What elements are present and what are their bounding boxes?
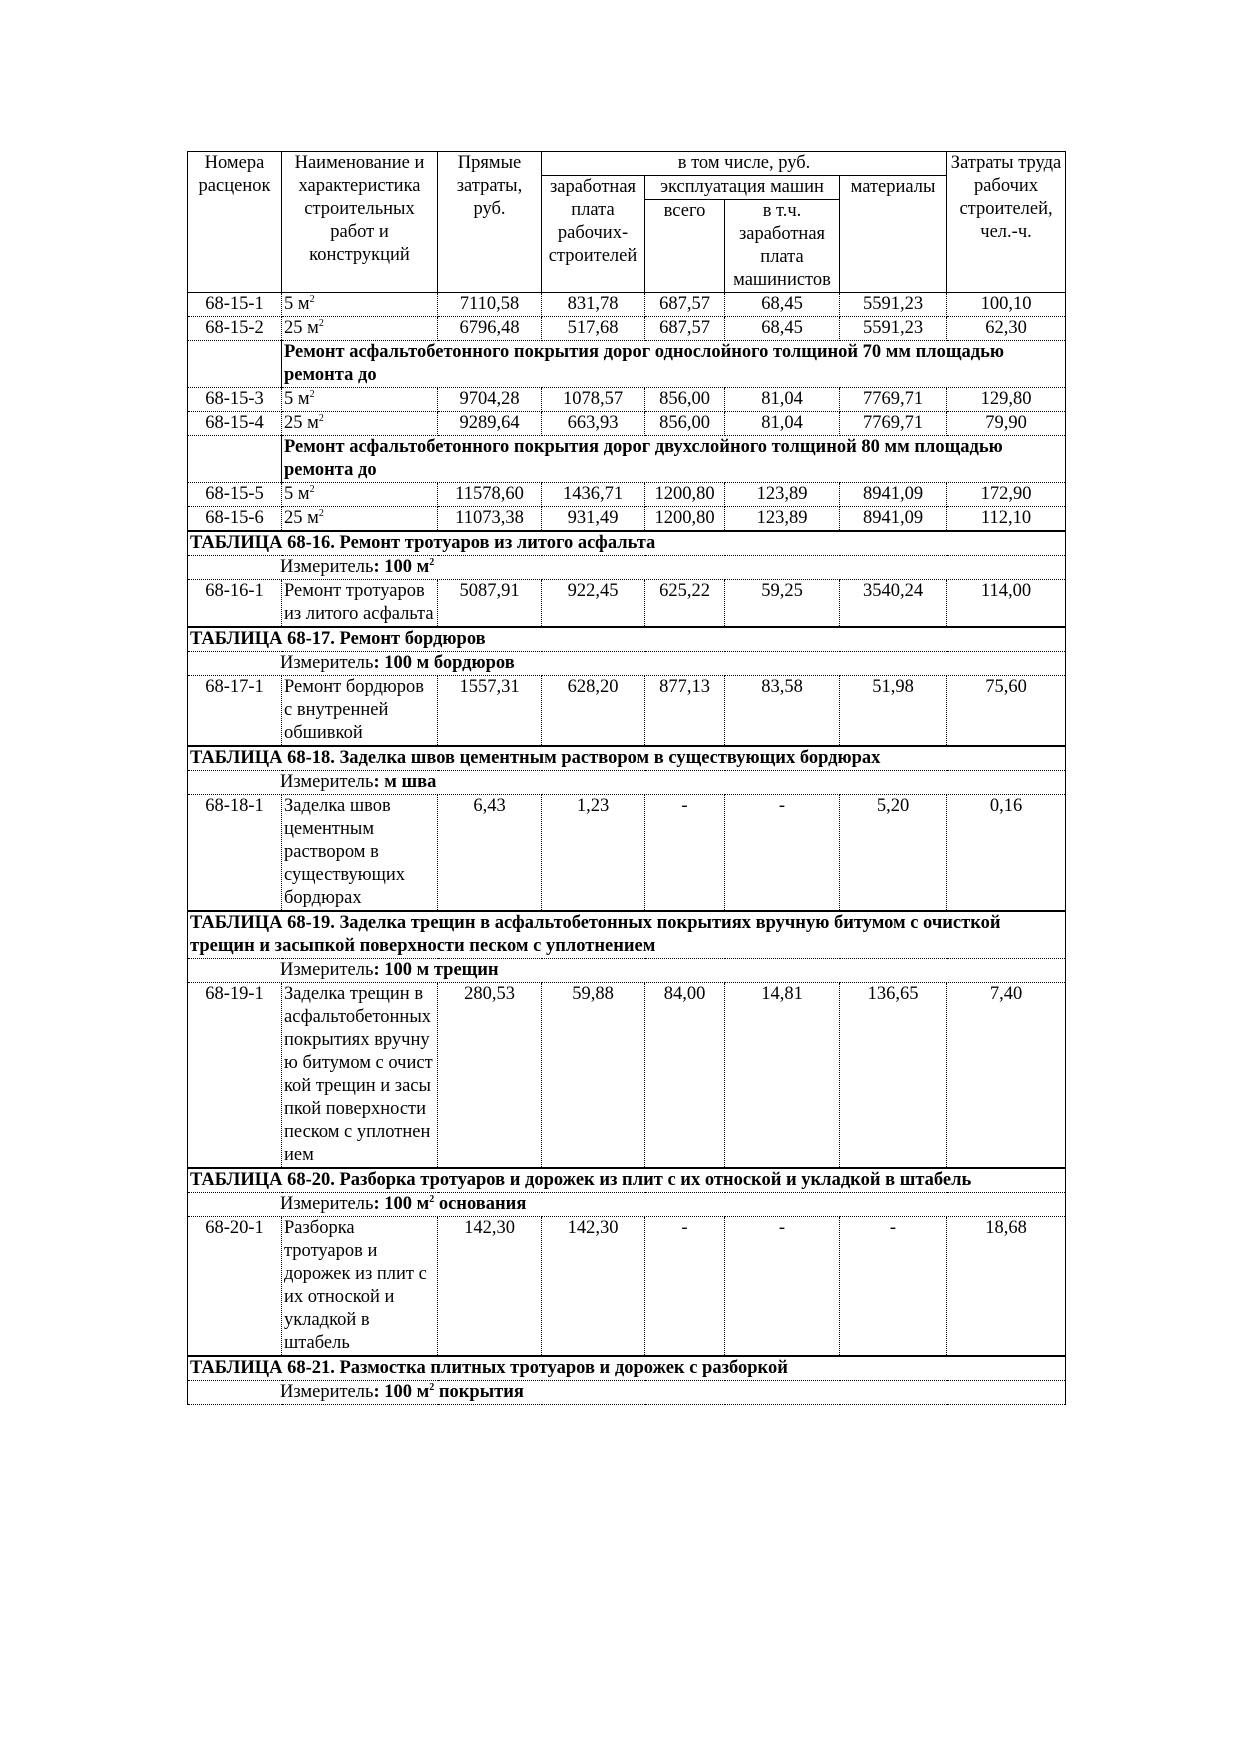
table-row	[188, 293, 1066, 317]
machines-total: 877,13	[645, 676, 725, 747]
table-title: ТАБЛИЦА 68-20. Разборка тротуаров и дорожек из плит с их отноской и укладкой в штабель	[188, 1168, 1066, 1193]
header-code: Номера расценок	[188, 152, 282, 293]
labor: 75,60	[947, 676, 1066, 747]
wage: 931,49	[542, 507, 645, 532]
machines-total: 84,00	[645, 983, 725, 1169]
materials: 5591,23	[840, 317, 947, 341]
measure-row	[188, 556, 1066, 580]
wage: 1078,57	[542, 388, 645, 412]
header-materials: материалы	[840, 176, 947, 293]
wage: 1436,71	[542, 483, 645, 507]
machines-total: 687,57	[645, 293, 725, 317]
work-name: 25 $м^2$	[282, 317, 438, 341]
measure-row	[188, 959, 1066, 983]
materials: 136,65	[840, 983, 947, 1169]
direct-costs: 142,30	[438, 1217, 542, 1357]
header-machines: эксплуатация машин	[645, 176, 840, 200]
machines-wage: 14,81	[725, 983, 840, 1169]
table-row	[188, 983, 1066, 1169]
table-row	[188, 795, 1066, 912]
measure: Измеритель: 100 $м^2$ покрытия	[188, 1381, 1066, 1405]
work-name: Разборка тротуаров и дорожек из плит с их отноской и укладкой в штабель	[282, 1217, 438, 1357]
machines-wage: 123,89	[725, 483, 840, 507]
table-row	[188, 412, 1066, 436]
direct-costs: 280,53	[438, 983, 542, 1169]
wage: 59,88	[542, 983, 645, 1169]
table-row	[188, 317, 1066, 341]
machines-wage: 123,89	[725, 507, 840, 532]
labor: 112,10	[947, 507, 1066, 532]
machines-total: 1200,80	[645, 483, 725, 507]
machines-total: 1200,80	[645, 507, 725, 532]
rate-code: 68-15-4	[188, 412, 282, 436]
machines-wage: 83,58	[725, 676, 840, 747]
machines-total: 625,22	[645, 580, 725, 628]
table-title-row	[188, 531, 1066, 556]
rate-code: 68-15-1	[188, 293, 282, 317]
measure: Измеритель: м шва	[188, 771, 1066, 795]
materials: 7769,71	[840, 388, 947, 412]
measure-row	[188, 771, 1066, 795]
direct-costs: 9704,28	[438, 388, 542, 412]
work-name: Заделка швов цементным раствором в существующих бордюрах	[282, 795, 438, 912]
wage: 663,93	[542, 412, 645, 436]
wage: 922,45	[542, 580, 645, 628]
measure-row	[188, 1193, 1066, 1217]
machines-wage: 68,45	[725, 317, 840, 341]
work-name: 5 $м^2$	[282, 293, 438, 317]
rate-code: 68-15-2	[188, 317, 282, 341]
work-name: 5 $м^2$	[282, 483, 438, 507]
rate-code: 68-15-3	[188, 388, 282, 412]
measure: Измеритель: 100 м трещин	[188, 959, 1066, 983]
labor: 62,30	[947, 317, 1066, 341]
rate-code: 68-19-1	[188, 983, 282, 1169]
table-row	[188, 580, 1066, 628]
price-table	[187, 151, 1065, 1405]
section-heading: Ремонт асфальтобетонного покрытия дорог однослойного толщиной 70 мм площадью ремонта до	[282, 341, 1066, 388]
header-name: Наименование и характеристика строительных работ и конструкций	[282, 152, 438, 293]
direct-costs: 6796,48	[438, 317, 542, 341]
labor: 0,16	[947, 795, 1066, 912]
header-machines-total: всего	[645, 200, 725, 293]
rate-code: 68-16-1	[188, 580, 282, 628]
measure: Измеритель: 100 м бордюров	[188, 652, 1066, 676]
table-row	[188, 483, 1066, 507]
rate-code: 68-18-1	[188, 795, 282, 912]
table-title-row	[188, 746, 1066, 771]
machines-wage: 81,04	[725, 388, 840, 412]
section-heading-row	[188, 436, 1066, 483]
work-name: Ремонт бордюров с внутренней обшивкой	[282, 676, 438, 747]
labor: 172,90	[947, 483, 1066, 507]
work-name: 25 $м^2$	[282, 412, 438, 436]
table-title-row	[188, 1168, 1066, 1193]
machines-total: 856,00	[645, 412, 725, 436]
direct-costs: 5087,91	[438, 580, 542, 628]
work-name: 25 $м^2$	[282, 507, 438, 532]
labor: 79,90	[947, 412, 1066, 436]
measure-row	[188, 652, 1066, 676]
labor: 114,00	[947, 580, 1066, 628]
table-title-row	[188, 627, 1066, 652]
machines-wage: 59,25	[725, 580, 840, 628]
machines-total: 687,57	[645, 317, 725, 341]
header-direct-costs: Прямые затраты, руб.	[438, 152, 542, 293]
direct-costs: 11578,60	[438, 483, 542, 507]
materials: 5,20	[840, 795, 947, 912]
table-title-row	[188, 911, 1066, 959]
table-title: ТАБЛИЦА 68-17. Ремонт бордюров	[188, 627, 1066, 652]
machines-wage: 68,45	[725, 293, 840, 317]
labor: 129,80	[947, 388, 1066, 412]
rate-code: 68-20-1	[188, 1217, 282, 1357]
work-name: Заделка трещин в асфальтобетонных покрытиях вручную битумом с очисткой трещин и засыпкой поверхности песком с уплотнением	[282, 983, 438, 1169]
work-name: 5 $м^2$	[282, 388, 438, 412]
section-heading: Ремонт асфальтобетонного покрытия дорог двухслойного толщиной 80 мм площадью ремонта до	[282, 436, 1066, 483]
wage: 1,23	[542, 795, 645, 912]
rate-code: 68-15-6	[188, 507, 282, 532]
labor: 100,10	[947, 293, 1066, 317]
wage: 517,68	[542, 317, 645, 341]
measure-row	[188, 1381, 1066, 1405]
table-title: ТАБЛИЦА 68-19. Заделка трещин в асфальтобетонных покрытиях вручную битумом с очисткой трещин и засыпкой поверхности песком с уплотнением	[188, 911, 1066, 959]
table-title: ТАБЛИЦА 68-16. Ремонт тротуаров из литого асфальта	[188, 531, 1066, 556]
materials: 8941,09	[840, 507, 947, 532]
wage: 831,78	[542, 293, 645, 317]
machines-wage: -	[725, 795, 840, 912]
header-machines-wage: в т.ч. заработная плата машинистов	[725, 200, 840, 293]
rate-code: 68-15-5	[188, 483, 282, 507]
direct-costs: 7110,58	[438, 293, 542, 317]
rates-table	[187, 151, 1066, 1405]
machines-total: 856,00	[645, 388, 725, 412]
measure: Измеритель: 100 $м^2$ основания	[188, 1193, 1066, 1217]
wage: 142,30	[542, 1217, 645, 1357]
machines-total: -	[645, 795, 725, 912]
header-wage: заработная плата рабочих-строителей	[542, 176, 645, 293]
table-row	[188, 507, 1066, 532]
table-title: ТАБЛИЦА 68-21. Размостка плитных тротуаров и дорожек с разборкой	[188, 1356, 1066, 1381]
table-row	[188, 1217, 1066, 1357]
work-name: Ремонт тротуаров из литого асфальта	[282, 580, 438, 628]
direct-costs: 9289,64	[438, 412, 542, 436]
direct-costs: 1557,31	[438, 676, 542, 747]
machines-wage: -	[725, 1217, 840, 1357]
materials: 51,98	[840, 676, 947, 747]
materials: 5591,23	[840, 293, 947, 317]
materials: -	[840, 1217, 947, 1357]
section-heading-row	[188, 341, 1066, 388]
table-header	[188, 152, 1066, 293]
table-row	[188, 388, 1066, 412]
direct-costs: 11073,38	[438, 507, 542, 532]
measure: Измеритель: 100 $м^2$	[188, 556, 1066, 580]
header-labor: Затраты труда рабочих строителей, чел.-ч.	[947, 152, 1066, 293]
machines-total: -	[645, 1217, 725, 1357]
rate-code: 68-17-1	[188, 676, 282, 747]
labor: 7,40	[947, 983, 1066, 1169]
labor: 18,68	[947, 1217, 1066, 1357]
table-row	[188, 676, 1066, 747]
materials: 7769,71	[840, 412, 947, 436]
machines-wage: 81,04	[725, 412, 840, 436]
header-including: в том числе, руб.	[542, 152, 947, 176]
direct-costs: 6,43	[438, 795, 542, 912]
table-title-row	[188, 1356, 1066, 1381]
table-title: ТАБЛИЦА 68-18. Заделка швов цементным раствором в существующих бордюрах	[188, 746, 1066, 771]
wage: 628,20	[542, 676, 645, 747]
materials: 3540,24	[840, 580, 947, 628]
materials: 8941,09	[840, 483, 947, 507]
